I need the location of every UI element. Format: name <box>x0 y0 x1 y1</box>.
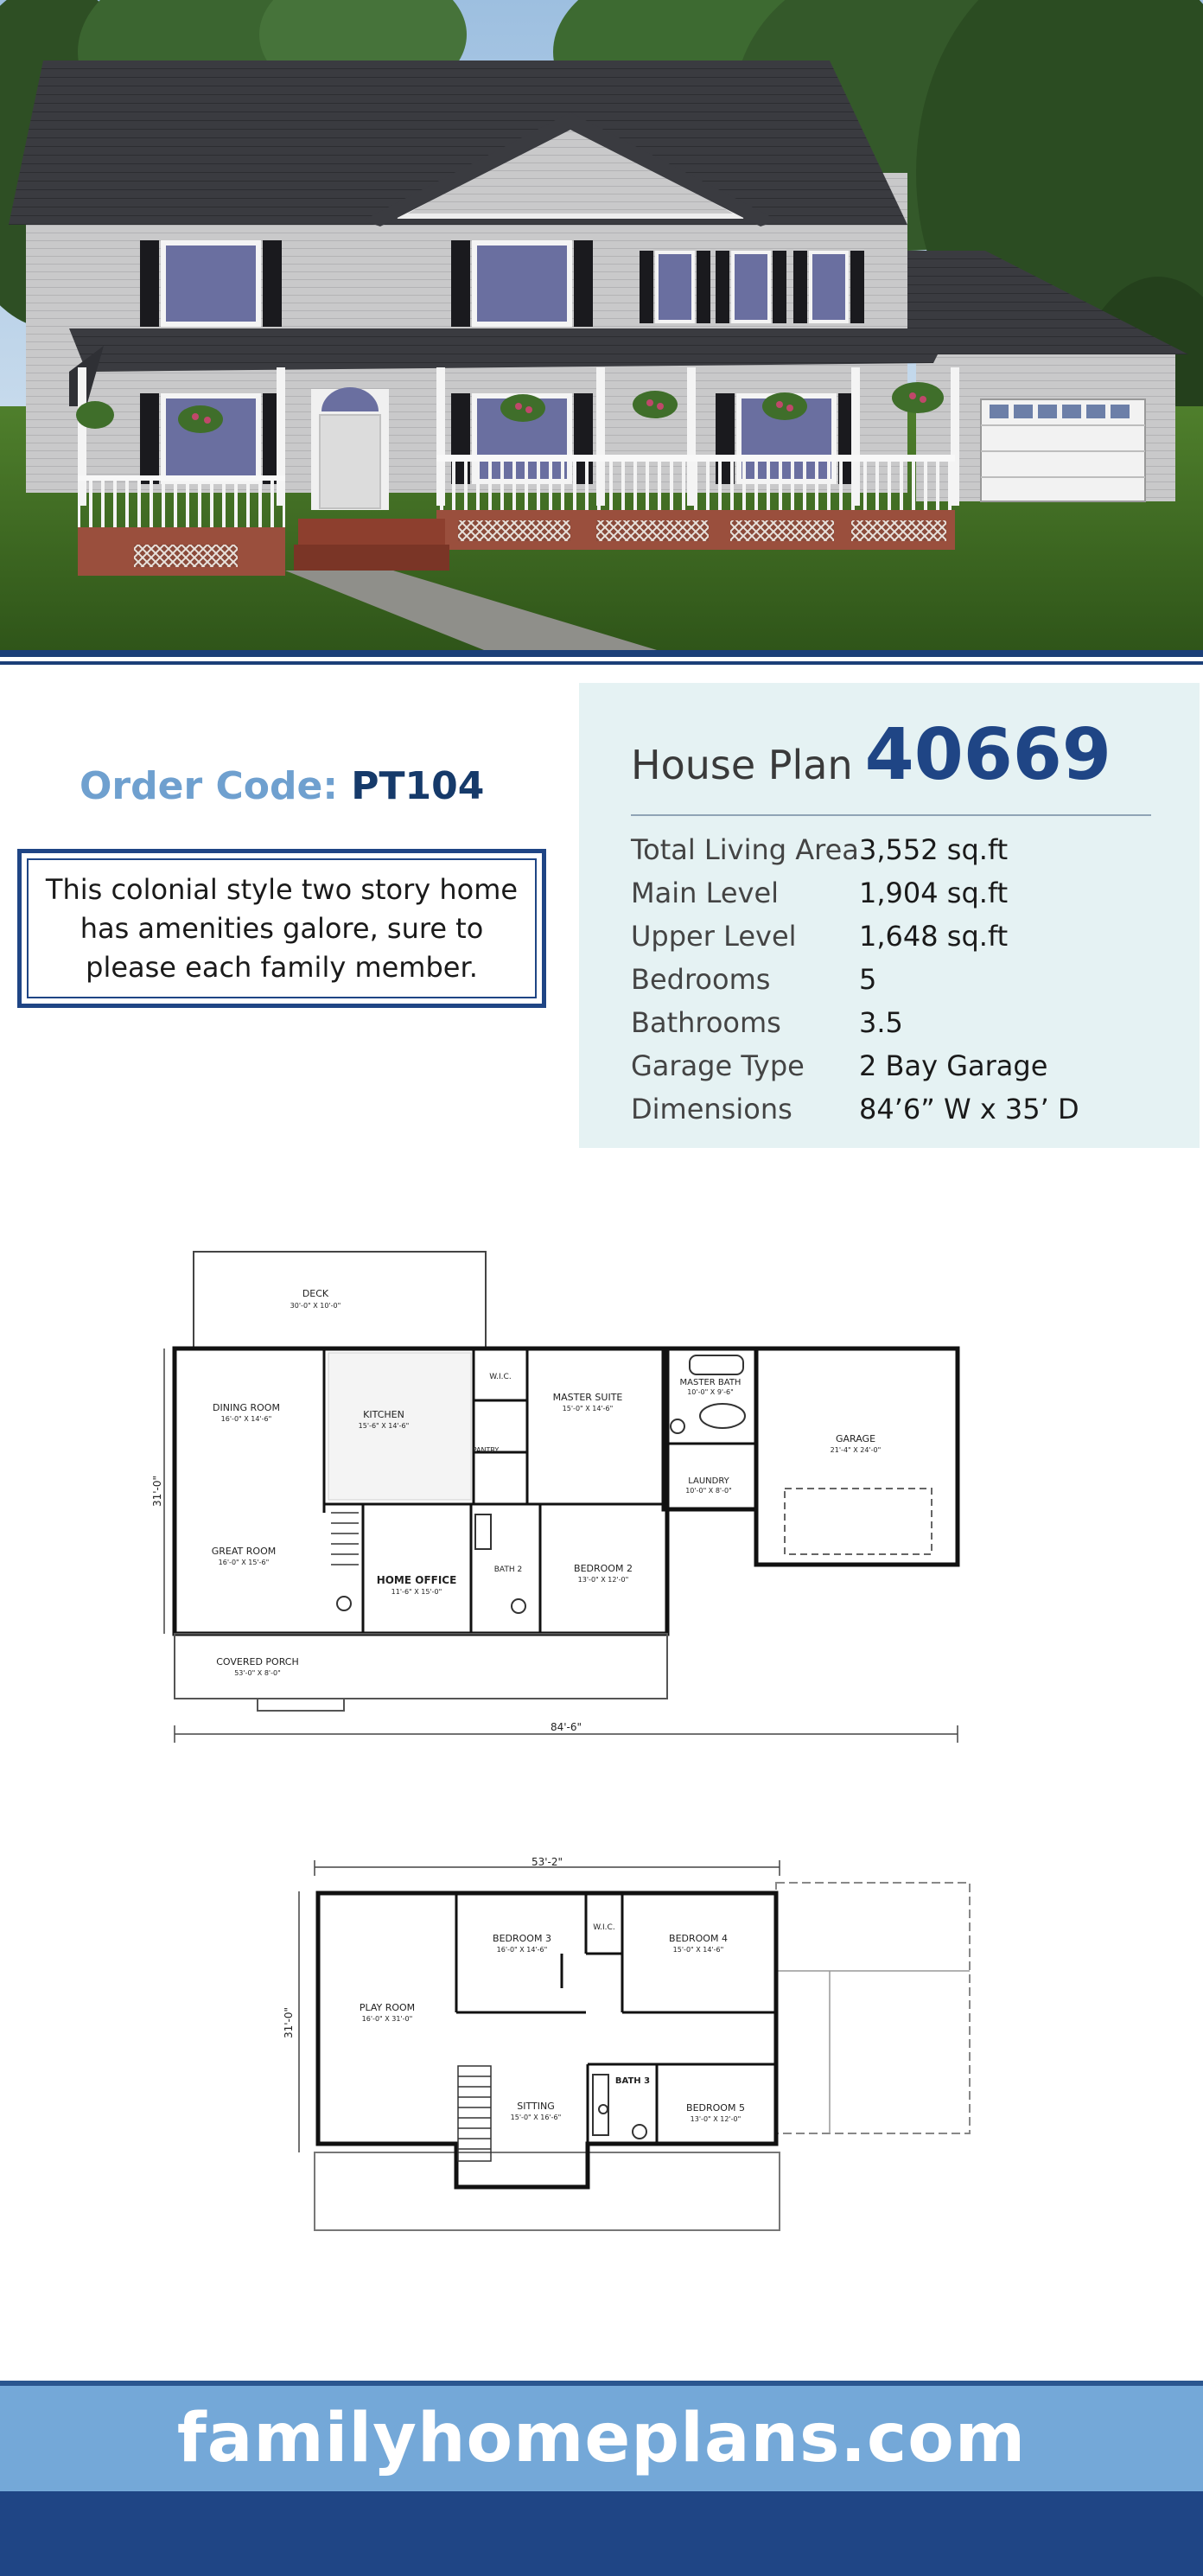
upper-wic-label: W.I.C. <box>593 1923 615 1932</box>
spec-value: 1,904 sq.ft <box>859 877 1009 909</box>
spec-row <box>631 958 1079 1001</box>
spec-label: Upper Level <box>631 920 797 953</box>
house-rendering-illustration <box>0 0 1203 650</box>
room-size-bedroom-4: 15'-0" X 14'-6" <box>672 1946 724 1954</box>
main-floor-drawing <box>151 1245 977 1746</box>
description-frame <box>27 858 537 998</box>
spec-label: Main Level <box>631 877 780 909</box>
pantry-label: PANTRY <box>472 1446 500 1454</box>
upper-floor-plan <box>277 1856 1072 2248</box>
room-label-deck: DECK <box>302 1288 329 1299</box>
upper-floor-drawing <box>277 1856 1072 2248</box>
spec-value: 1,648 sq.ft <box>859 920 1009 953</box>
room-size-master-bath: 10'-0" X 9'-6" <box>687 1388 734 1396</box>
upper-depth-dimension: 31'-0" <box>283 2006 295 2039</box>
room-label-bedroom-4: BEDROOM 4 <box>669 1933 728 1944</box>
room-label-play-room: PLAY ROOM <box>359 2002 416 2013</box>
room-label-great-room: GREAT ROOM <box>211 1546 277 1557</box>
spec-label: Total Living Area <box>631 833 859 866</box>
spec-label: Bathrooms <box>631 1006 781 1039</box>
house-rendering <box>0 0 1203 650</box>
footer-site-link[interactable]: familyhomeplans.com <box>176 2400 1027 2477</box>
hero-divider <box>0 650 1203 657</box>
description-box <box>17 849 546 1008</box>
hero-divider-thin <box>0 661 1203 665</box>
room-label-bedroom-2: BEDROOM 2 <box>574 1563 633 1574</box>
order-code-value: PT104 <box>351 764 485 808</box>
plan-title-label: House Plan <box>631 742 853 788</box>
spec-row <box>631 1001 1079 1044</box>
spec-row <box>631 915 1079 958</box>
room-label-home-office: HOME OFFICE <box>376 1574 457 1586</box>
room-size-garage: 21'-4" X 24'-0" <box>830 1446 882 1454</box>
main-floor-plan <box>151 1245 977 1746</box>
room-size-bedroom-2: 13'-0" X 12'-0" <box>577 1576 629 1584</box>
room-size-dining: 16'-0" X 14'-6" <box>220 1415 272 1423</box>
room-label-bedroom-5: BEDROOM 5 <box>686 2102 745 2114</box>
room-size-master-suite: 15'-0" X 14'-6" <box>562 1405 614 1412</box>
spec-label: Dimensions <box>631 1093 792 1125</box>
room-size-kitchen: 15'-6" X 14'-6" <box>358 1422 410 1430</box>
order-code <box>80 764 484 808</box>
spec-row <box>631 1044 1079 1087</box>
plan-spec-panel <box>579 683 1200 1148</box>
main-house <box>9 61 959 576</box>
room-size-deck: 30'-0" X 10'-0" <box>290 1302 341 1310</box>
room-label-covered-porch: COVERED PORCH <box>216 1656 299 1667</box>
spec-label: Garage Type <box>631 1049 805 1082</box>
description-text: This colonial style two story home has amenities galore, sure to please each family member. <box>45 872 519 984</box>
room-label-master-suite: MASTER SUITE <box>552 1392 623 1403</box>
room-size-play-room: 16'-0" X 31'-0" <box>361 2015 413 2023</box>
room-size-sitting: 15'-0" X 16'-6" <box>510 2114 562 2121</box>
bath-2-label: BATH 2 <box>493 1565 523 1574</box>
spec-row <box>631 1087 1079 1131</box>
footer-bottom-bar <box>0 2491 1203 2576</box>
room-label-bedroom-3: BEDROOM 3 <box>493 1933 551 1944</box>
room-size-covered-porch: 53'-0" X 8'-0" <box>234 1669 281 1677</box>
room-size-laundry: 10'-0" X 8'-0" <box>685 1487 732 1495</box>
room-label-garage: GARAGE <box>835 1433 876 1444</box>
room-label-dining: DINING ROOM <box>213 1402 280 1413</box>
spec-label: Bedrooms <box>631 963 771 996</box>
spec-list <box>631 828 1079 1131</box>
room-size-bedroom-5: 13'-0" X 12'-0" <box>690 2115 742 2123</box>
wic-label: W.I.C. <box>489 1373 512 1381</box>
room-size-bedroom-3: 16'-0" X 14'-6" <box>496 1946 548 1954</box>
footer-banner <box>0 2386 1203 2491</box>
order-code-label: Order Code: <box>80 764 338 808</box>
spec-value: 3,552 sq.ft <box>859 833 1009 866</box>
main-width-dimension: 84'-6" <box>550 1721 582 1733</box>
spec-value: 2 Bay Garage <box>859 1049 1048 1082</box>
upper-width-dimension: 53'-2" <box>531 1856 563 1868</box>
room-size-great-room: 16'-0" X 15'-6" <box>218 1559 270 1566</box>
spec-value: 84’6” W x 35’ D <box>859 1093 1079 1125</box>
spec-divider <box>631 814 1151 816</box>
spec-row <box>631 871 1079 915</box>
plan-number: 40669 <box>864 714 1111 796</box>
upper-windows <box>140 240 864 327</box>
room-label-master-bath: MASTER BATH <box>679 1378 742 1387</box>
room-label-sitting: SITTING <box>517 2101 555 2112</box>
room-size-home-office: 11'-6" X 15'-0" <box>391 1588 442 1596</box>
bath-3-label: BATH 3 <box>614 2076 651 2086</box>
room-label-kitchen: KITCHEN <box>363 1409 404 1420</box>
spec-value: 3.5 <box>859 1006 903 1039</box>
spec-row <box>631 828 1079 871</box>
room-label-laundry: LAUNDRY <box>688 1476 729 1486</box>
spec-value: 5 <box>859 963 877 996</box>
front-door <box>311 387 389 510</box>
plan-title <box>631 714 1111 796</box>
main-depth-dimension: 31'-0" <box>151 1475 163 1508</box>
